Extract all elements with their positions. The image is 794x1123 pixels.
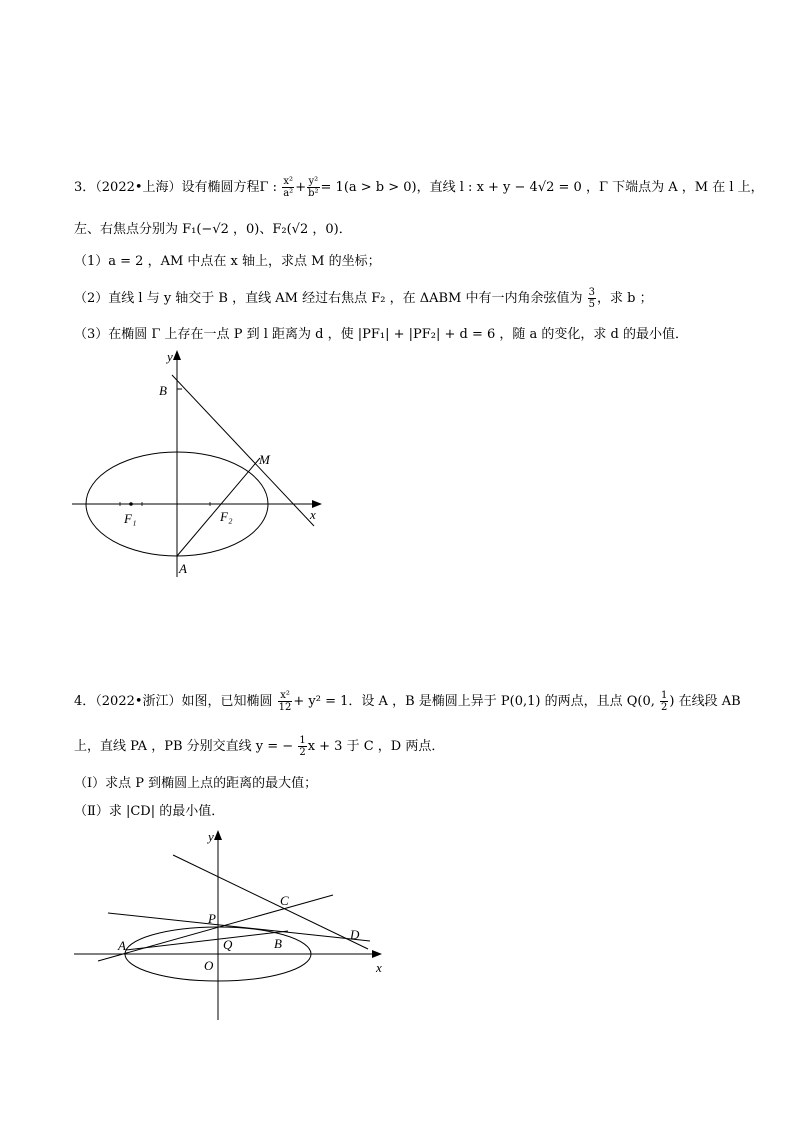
q3-part1: （1）a = 2 ，AM 中点在 x 轴上，求点 M 的坐标； [74, 254, 381, 269]
q4-line2-b: x + 3 于 C ，D 两点． [307, 739, 445, 754]
q3-label-m: M [259, 452, 270, 467]
q4-label-x: x [376, 960, 382, 975]
q4-y-arrow [214, 830, 222, 840]
q4-label-p: P [208, 911, 216, 926]
q4-stem-line1 [74, 690, 741, 713]
q4-stem-line2 [74, 735, 444, 758]
q3-gamma: Γ : [259, 180, 278, 195]
q3-stem-line2: 左、右焦点分别为 F₁(−√2 ，0)、F₂(√2 ，0)． [74, 222, 352, 237]
q3-label-a: A [179, 561, 187, 576]
q3-label-f1: F₁ [124, 511, 137, 526]
q3-eq-tail: = 1(a > b > 0)，直线 l : x + y − 4√2 = 0 ，Γ 下端点为 A ，M 在 l 上， [320, 180, 764, 195]
q3-part2-den: 5 [588, 299, 596, 310]
q3-part3: （3）在椭圆 Γ 上存在一点 P 到 l 距离为 d ，使 |PF₁| + |PF₂| + d = 6 ，随 a 的变化，求 d 的最小值． [74, 327, 688, 342]
q4-line-ab [126, 931, 288, 950]
q3-part2-frac [588, 287, 596, 310]
q4-label-q: Q [223, 937, 233, 952]
q4-frac-x2-12: $\frac{\text{x²}}{12}$ [278, 690, 292, 713]
q3-part2-text-b: ，求 b ； [597, 291, 653, 306]
q3-stem-line1: 3．（2022•上海）设有椭圆方程Γ : $\frac{\text{x²}}{\text{a²}}$ + $\frac{\text{y²}}{\text{b²}}$ = 1(a > b > 0)，直线 l : x + y − 4√2 = 0 ，Γ 下端点为 A ，M 在 l 上， [74, 176, 764, 199]
q3-part2-text-a: （2）直线 l 与 y 轴交于 B ，直线 AM 经过右焦点 F₂ ，在 ΔABM 中有一内角余弦值为 [74, 291, 583, 306]
q4-label-y: y [208, 829, 214, 844]
q4-q-num: 1 [661, 690, 668, 701]
q4-line2-den: 2 [299, 747, 306, 758]
q4-eq-tail2: ) 在线段 AB [669, 694, 741, 709]
q4-label-c: C [280, 893, 289, 908]
q4-line2-num: 1 [299, 735, 306, 746]
q4-prefix: 4．（2022•浙江）如图，已知椭圆 [74, 694, 273, 709]
q4-figure [70, 825, 400, 1025]
q3-frac-x2a2: $\frac{\text{x²}}{\text{a²}}$ [283, 176, 294, 199]
q3-part2 [74, 287, 653, 310]
q3-part2-num: 3 [588, 287, 596, 298]
q4-label-a: A [118, 938, 126, 953]
q4-label-b: B [274, 936, 282, 951]
q4-line-pa [98, 895, 333, 961]
q4-label-d: D [350, 927, 360, 942]
q3-frac-y2b2: $\frac{\text{y²}}{\text{b²}}$ [308, 176, 319, 199]
q4-label-o: O [204, 958, 214, 973]
q3-label-x: x [310, 507, 316, 522]
q4-line-cd [173, 855, 368, 949]
q4-part2: （Ⅱ）求 |CD| 的最小值． [74, 804, 225, 819]
q3-line-am [177, 458, 260, 556]
q3-figure [70, 345, 340, 580]
q3-label-b: B [159, 383, 167, 398]
q3-point-f1 [129, 502, 133, 506]
q3-line-l [172, 375, 314, 526]
q3-y-arrow [173, 350, 181, 360]
q4-line2-a: 上，直线 PA ，PB 分别交直线 y = − [74, 739, 294, 754]
q4-eq-tail: + y² = 1．设 A ，B 是椭圆上异于 P(0,1) 的两点，且点 Q(0, [293, 694, 655, 709]
q4-frac-q [660, 690, 668, 713]
q4-x-arrow [372, 950, 382, 958]
q4-q-den: 2 [661, 702, 668, 713]
q3-label-f2: F₂ [220, 509, 233, 524]
q4-line2-frac [298, 735, 306, 758]
q3-label-y: y [167, 349, 173, 364]
q3-prefix: 3．（2022•上海）设有椭圆方程 [74, 180, 260, 195]
q4-part1: （Ⅰ）求点 P 到椭圆上点的距离的最大值； [74, 776, 318, 791]
